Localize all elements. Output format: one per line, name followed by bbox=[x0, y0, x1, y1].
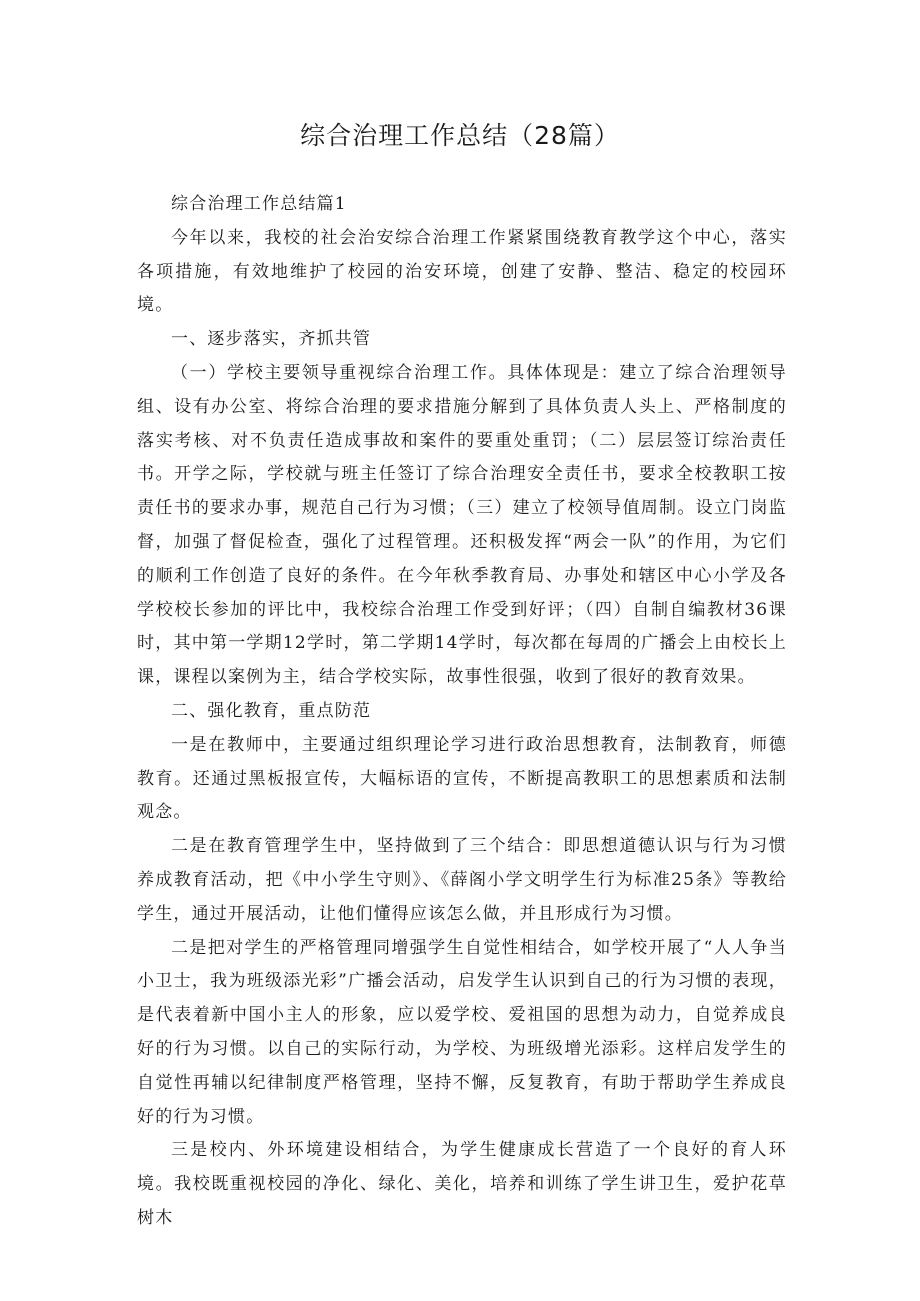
document-body bbox=[137, 188, 787, 1236]
paragraph: 今年以来，我校的社会治安综合治理工作紧紧围绕教育教学这个中心，落实各项措施，有效地维护了校园的治安环境，创建了安静、整洁、稳定的校园环境。 bbox=[137, 227, 787, 316]
paragraph: 一是在教师中，主要通过组织理论学习进行政治思想教育，法制教育，师德教育。还通过黑板报宣传，大幅标语的宣传，不断提高教职工的思想素质和法制观念。 bbox=[137, 734, 787, 823]
section-heading: 一、逐步落实，齐抓共管 bbox=[171, 329, 372, 350]
paragraph: 二是在教育管理学生中，坚持做到了三个结合：即思想道德认识与行为习惯养成教育活动，把《中小学生守则》、《薛阁小学文明学生行为标准25条》等教给学生，通过开展活动，让他们懂得应该怎么做，并且形成行为习惯。 bbox=[137, 836, 787, 924]
section-title: 综合治理工作总结篇1 bbox=[171, 194, 347, 214]
paragraph: 二是把对学生的严格管理同增强学生自觉性相结合，如学校开展了“人人争当小卫士，我为班级添光彩”广播会活动，启发学生认识到自己的行为习惯的表现，是代表着新中国小主人的形象，应以爱学校、爱祖国的思想为动力，自觉养成良好的行为习惯。以自己的实际行动，为学校、为班级增光添彩。这样启发学生的自觉性再辅以纪律制度严格管理，坚持不懈，反复教育，有助于帮助学生养成良好的行为习惯。 bbox=[137, 937, 787, 1127]
paragraph: （一）学校主要领导重视综合治理工作。具体体现是：建立了综合治理领导组、设有办公室、将综合治理的要求措施分解到了具体负责人头上、严格制度的落实考核、对不负责任造成事故和案件的要重处重罚；（二）层层签订综治责任书。开学之际，学校就与班主任签订了综合治理安全责任书，要求全校教职工按责任书的要求办事，规范自己行为习惯；（三）建立了校领导值周制。设立门岗监督，加强了督促检查，强化了过程管理。还积极发挥“两会一队”的作用，为它们的顺利工作创造了良好的条件。在今年秋季教育局、办事处和辖区中心小学及各学校校长参加的评比中，我校综合治理工作受到好评；（四）自制自编教材36课时，其中第一学期12学时，第二学期14学时，每次都在每周的广播会上由校长上课，课程以案例为主，结合学校实际，故事性很强，收到了很好的教育效果。 bbox=[137, 362, 787, 688]
paragraph: 三是校内、外环境建设相结合，为学生健康成长营造了一个良好的育人环境。我校既重视校园的净化、绿化、美化，培养和训练了学生讲卫生，爱护花草树木 bbox=[137, 1140, 787, 1228]
document-title: 综合治理工作总结（28篇） bbox=[300, 121, 620, 150]
section-heading: 二、强化教育，重点防范 bbox=[171, 700, 372, 721]
